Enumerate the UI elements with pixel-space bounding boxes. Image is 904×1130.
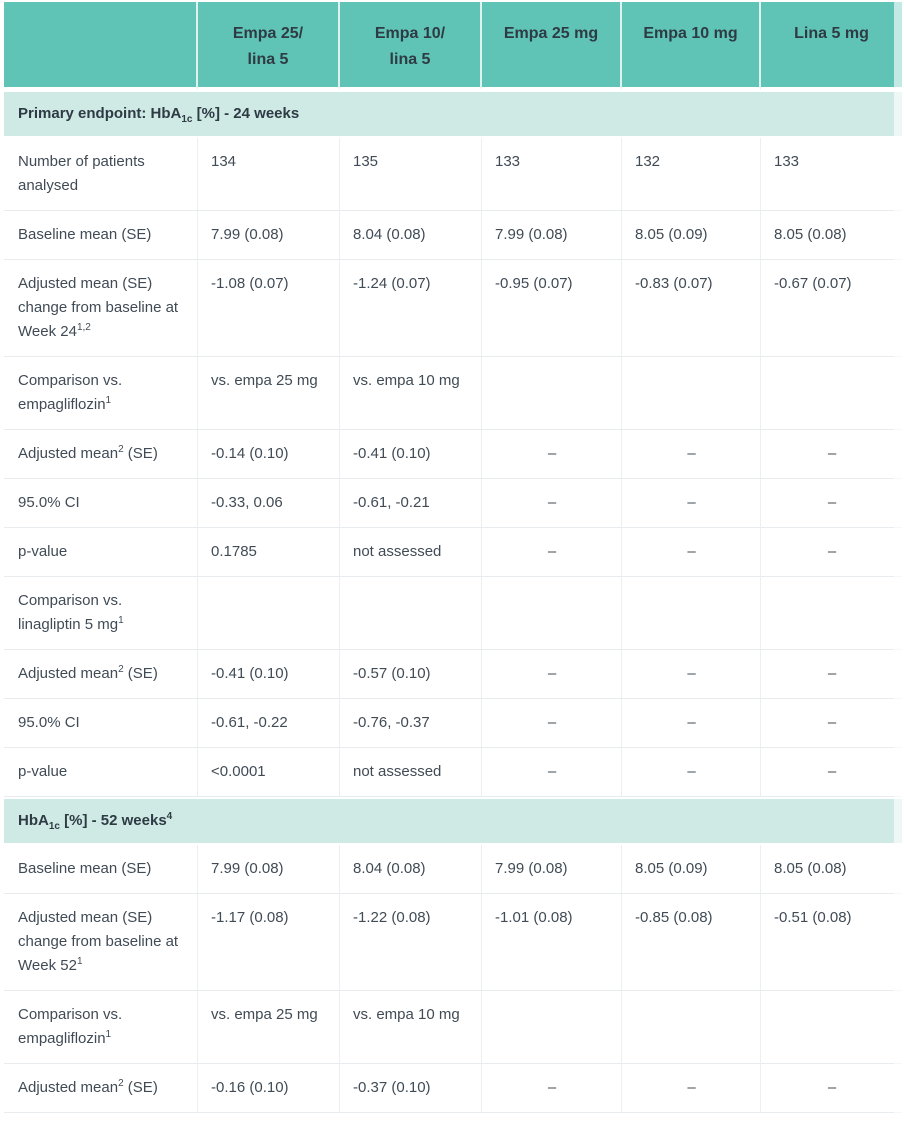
data-cell: 8.05 (0.09) bbox=[622, 211, 761, 260]
row-label: Adjusted mean (SE) change from baseline at Week 24$^{1,2}$ bbox=[4, 260, 198, 357]
data-cell: – bbox=[482, 699, 622, 748]
row-label: Adjusted mean (SE) change from baseline at Week $52^1$ bbox=[4, 894, 198, 991]
data-cell bbox=[761, 357, 902, 430]
table-row bbox=[4, 479, 902, 528]
data-cell: -0.76, -0.37 bbox=[340, 699, 482, 748]
section-band-row bbox=[4, 90, 902, 138]
data-cell: 135 bbox=[340, 138, 482, 211]
table-row bbox=[4, 699, 902, 748]
data-cell: -0.16 (0.10) bbox=[198, 1064, 340, 1113]
row-label: Baseline mean (SE) bbox=[4, 845, 198, 894]
data-cell: 8.05 (0.08) bbox=[761, 845, 902, 894]
data-cell bbox=[198, 577, 340, 650]
data-cell: – bbox=[622, 1064, 761, 1113]
data-cell: -0.33, 0.06 bbox=[198, 479, 340, 528]
section-band-title: HbA$_{1c}$ [%] - 52 weeks$^4$ bbox=[4, 797, 902, 845]
table-row bbox=[4, 845, 902, 894]
table-row bbox=[4, 357, 902, 430]
row-label: Adjusted mean$^2$ (SE) bbox=[4, 650, 198, 699]
data-cell: 134 bbox=[198, 138, 340, 211]
table-row bbox=[4, 991, 902, 1064]
row-label: Comparison vs. linagliptin 5 $mg^1$ bbox=[4, 577, 198, 650]
data-cell: -0.57 (0.10) bbox=[340, 650, 482, 699]
data-cell: -0.83 (0.07) bbox=[622, 260, 761, 357]
data-cell: -0.41 (0.10) bbox=[340, 430, 482, 479]
table-row bbox=[4, 748, 902, 797]
data-cell bbox=[622, 991, 761, 1064]
corner-cell bbox=[4, 2, 198, 90]
column-header-col-empa25: Empa 25 mg bbox=[482, 2, 622, 90]
data-cell bbox=[761, 991, 902, 1064]
section-band-title: Primary endpoint: HbA$_{1c}$ [%] - 24 weeks bbox=[4, 90, 902, 138]
row-label: p-value bbox=[4, 748, 198, 797]
data-cell: – bbox=[482, 1064, 622, 1113]
data-cell: -0.37 (0.10) bbox=[340, 1064, 482, 1113]
data-cell: – bbox=[622, 650, 761, 699]
data-cell: – bbox=[482, 650, 622, 699]
data-cell: – bbox=[622, 528, 761, 577]
data-cell: -1.24 (0.07) bbox=[340, 260, 482, 357]
data-cell: 133 bbox=[761, 138, 902, 211]
table-row bbox=[4, 260, 902, 357]
table-row bbox=[4, 577, 902, 650]
table-row bbox=[4, 528, 902, 577]
row-label: 95.0% CI bbox=[4, 699, 198, 748]
data-cell: -1.01 (0.08) bbox=[482, 894, 622, 991]
data-cell: – bbox=[761, 699, 902, 748]
data-cell: 133 bbox=[482, 138, 622, 211]
data-cell bbox=[482, 577, 622, 650]
data-cell: – bbox=[761, 1064, 902, 1113]
data-cell: – bbox=[622, 430, 761, 479]
data-cell: – bbox=[482, 430, 622, 479]
data-cell: – bbox=[622, 748, 761, 797]
data-cell: 7.99 (0.08) bbox=[198, 845, 340, 894]
row-label: Comparison vs. empagliflozin$^1$ bbox=[4, 357, 198, 430]
data-cell: -0.51 (0.08) bbox=[761, 894, 902, 991]
data-cell: – bbox=[761, 479, 902, 528]
data-cell: vs. empa 25 mg bbox=[198, 357, 340, 430]
data-cell bbox=[482, 357, 622, 430]
data-cell: 8.04 (0.08) bbox=[340, 211, 482, 260]
data-cell bbox=[761, 577, 902, 650]
column-header-col-lina5: Lina 5 mg bbox=[761, 2, 902, 90]
row-label: 95.0% CI bbox=[4, 479, 198, 528]
data-cell: -0.61, -0.22 bbox=[198, 699, 340, 748]
data-cell: – bbox=[761, 528, 902, 577]
column-header-col-empa10-lina5: Empa 10/ lina 5 bbox=[340, 2, 482, 90]
data-cell: 8.05 (0.09) bbox=[622, 845, 761, 894]
data-cell: <0.0001 bbox=[198, 748, 340, 797]
data-cell: 0.1785 bbox=[198, 528, 340, 577]
data-cell: -0.95 (0.07) bbox=[482, 260, 622, 357]
row-label: p-value bbox=[4, 528, 198, 577]
data-cell: -0.14 (0.10) bbox=[198, 430, 340, 479]
row-label: Number of patients analysed bbox=[4, 138, 198, 211]
data-cell: 7.99 (0.08) bbox=[482, 845, 622, 894]
row-label: Baseline mean (SE) bbox=[4, 211, 198, 260]
table-row bbox=[4, 430, 902, 479]
data-cell: – bbox=[761, 748, 902, 797]
data-cell: not assessed bbox=[340, 748, 482, 797]
data-cell: 7.99 (0.08) bbox=[198, 211, 340, 260]
data-cell: – bbox=[482, 479, 622, 528]
row-label: Adjusted mean$^2$ (SE) bbox=[4, 1064, 198, 1113]
column-header-col-empa10: Empa 10 mg bbox=[622, 2, 761, 90]
table-row bbox=[4, 138, 902, 211]
data-cell: vs. empa 10 mg bbox=[340, 357, 482, 430]
data-cell: – bbox=[482, 528, 622, 577]
data-cell: – bbox=[622, 699, 761, 748]
row-label: Adjusted mean$^2$ (SE) bbox=[4, 430, 198, 479]
data-cell bbox=[622, 577, 761, 650]
data-cell: vs. empa 25 mg bbox=[198, 991, 340, 1064]
data-cell: 8.04 (0.08) bbox=[340, 845, 482, 894]
data-cell: 7.99 (0.08) bbox=[482, 211, 622, 260]
table-body bbox=[4, 90, 902, 1113]
data-cell: – bbox=[761, 430, 902, 479]
data-cell: -0.85 (0.08) bbox=[622, 894, 761, 991]
data-cell: vs. empa 10 mg bbox=[340, 991, 482, 1064]
data-cell: -0.67 (0.07) bbox=[761, 260, 902, 357]
data-cell: -0.41 (0.10) bbox=[198, 650, 340, 699]
data-cell: -1.22 (0.08) bbox=[340, 894, 482, 991]
column-header-col-empa25-lina5: Empa 25/ lina 5 bbox=[198, 2, 340, 90]
data-cell: -0.61, -0.21 bbox=[340, 479, 482, 528]
data-cell: 132 bbox=[622, 138, 761, 211]
table-row bbox=[4, 650, 902, 699]
data-cell: – bbox=[622, 479, 761, 528]
data-cell bbox=[340, 577, 482, 650]
data-cell: 8.05 (0.08) bbox=[761, 211, 902, 260]
data-cell: -1.08 (0.07) bbox=[198, 260, 340, 357]
table-row bbox=[4, 894, 902, 991]
section-band-row bbox=[4, 797, 902, 845]
data-cell: -1.17 (0.08) bbox=[198, 894, 340, 991]
data-cell bbox=[482, 991, 622, 1064]
data-cell: not assessed bbox=[340, 528, 482, 577]
table-header bbox=[4, 2, 902, 90]
row-label: Comparison vs. empagliflozin$^1$ bbox=[4, 991, 198, 1064]
data-cell bbox=[622, 357, 761, 430]
table-row bbox=[4, 211, 902, 260]
table-row bbox=[4, 1064, 902, 1113]
clinical-results-table bbox=[4, 2, 902, 1113]
data-cell: – bbox=[761, 650, 902, 699]
data-cell: – bbox=[482, 748, 622, 797]
treatment-header-row bbox=[4, 2, 902, 90]
